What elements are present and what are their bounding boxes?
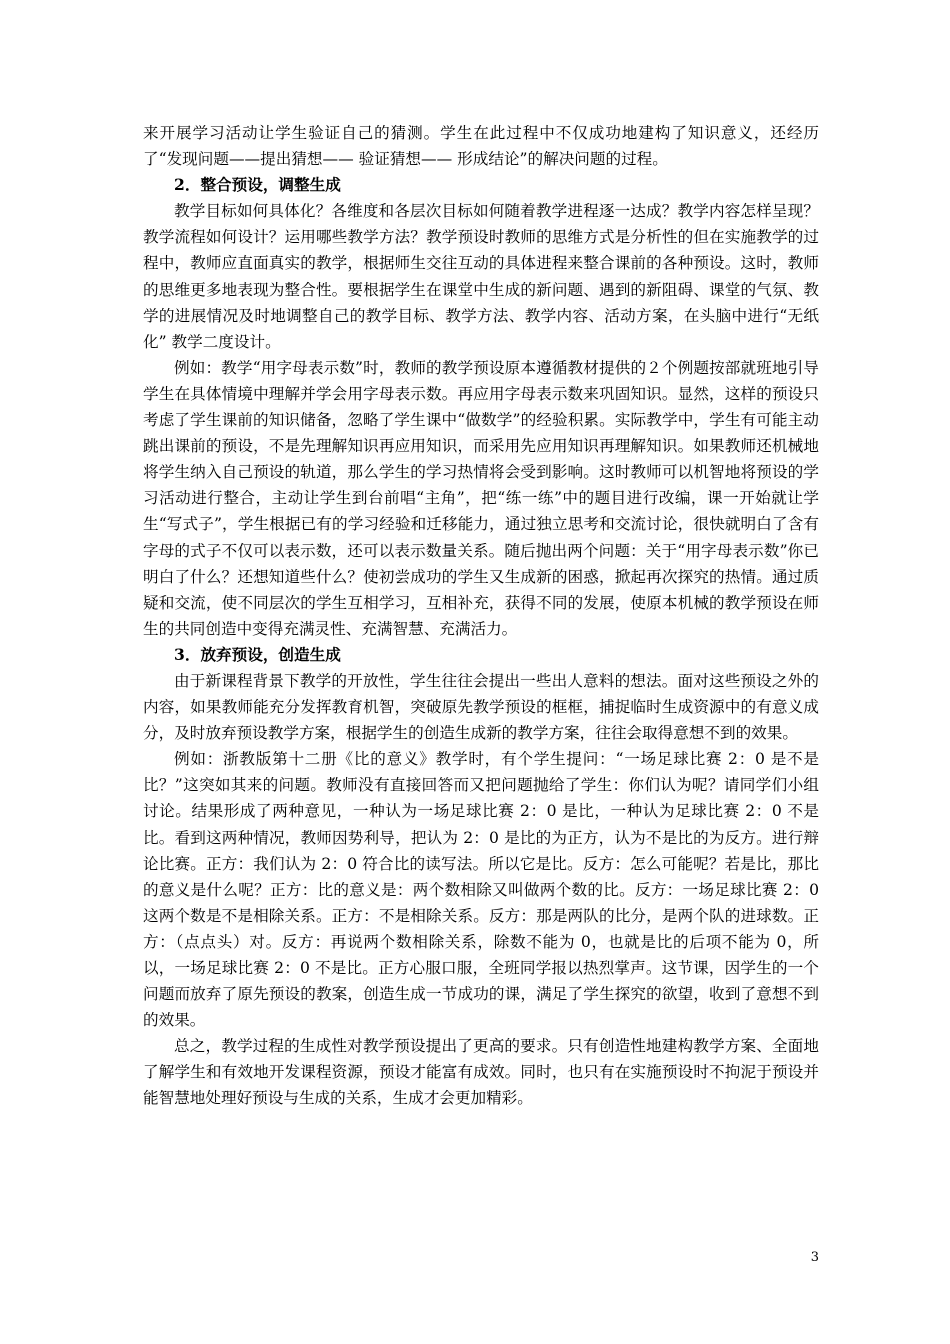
page-number: 3 [810, 1250, 819, 1265]
section-heading-2: 2．整合预设，调整生成 [174, 175, 341, 195]
paragraph-ratio-example: 例如：浙教版第十二册《比的意义》教学时，有个学生提问：“一场足球比赛 2：0 是不是比？”这突如其来的问题。教师没有直接回答而又把问题抛给了学生：你们认为呢？请同学们小组讨论。结果形成了两种意见，一种认为一场足球比赛 2：0 是比，一种认为足球比赛 2：0 不是比。看到这两种情况，教师因势利导，把认为 2：0 是比的为正方，认为不是比的为反方。进行辩论比赛。正方：我们认为 2：0 符合比的读写法。所以它是比。反方：怎么可能呢？若是比，那比的意义是什么呢？正方：比的意义是：两个数相除又叫做两个数的比。反方：一场足球比赛 2：0 这两个数是不是相除关系。正方：不是相除关系。反方：那是两队的比分，是两个队的进球数。正方：（点点头）对。反方：再说两个数相除关系，除数不能为 0，也就是比的后项不能为 0，所以，一场足球比赛 2：0 不是比。正方心服口服，全班同学报以热烈掌声。这节课，因学生的一个问题而放弃了原先预设的教案，创造生成一节成功的课，满足了学生探究的欲望，收到了意想不到的效果。 [143, 750, 819, 1030]
paragraph-conclusion: 总之，教学过程的生成性对教学预设提出了更高的要求。只有创造性地建构教学方案、全面地了解学生和有效地开发课程资源，预设才能富有成效。同时，也只有在实施预设时不拘泥于预设并能智慧地处理好预设与生成的关系，生成才会更加精彩。 [143, 1037, 819, 1108]
paragraph-abandon-intro: 由于新课程背景下教学的开放性，学生往往会提出一些出人意料的想法。面对这些预设之外的内容，如果教师能充分发挥教育机智，突破原先教学预设的框框，捕捉临时生成资源中的有意义成分，及时放弃预设教学方案，根据学生的创造生成新的教学方案，往往会取得意想不到的效果。 [143, 671, 819, 743]
section-heading-3: 3．放弃预设，创造生成 [174, 644, 341, 664]
paragraph-integration-intro: 教学目标如何具体化？各维度和各层次目标如何随着教学进程逐一达成？教学内容怎样呈现？教学流程如何设计？运用哪些教学方法？教学预设时教师的思维方式是分析性的但在实施教学的过程中，教师应直面真实的教学，根据师生交往互动的具体进程来整合课前的各种预设。这时，教师的思维更多地表现为整合性。要根据学生在课堂中生成的新问题、遇到的新阻碍、课堂的气氛、教学的进展情况及时地调整自己的教学目标、教学方法、教学内容、活动方案，在头脑中进行“无纸化” 教学二度设计。 [143, 202, 819, 351]
paragraph-continuation: 来开展学习活动让学生验证自己的猜测。学生在此过程中不仅成功地建构了知识意义，还经历了“发现问题——提出猜想—— 验证猜想—— 形成结论”的解决问题的过程。 [143, 124, 819, 169]
document-body [143, 120, 819, 1112]
paragraph-letter-example: 例如：教学“用字母表示数”时，教师的教学预设原本遵循教材提供的２个例题按部就班地引导学生在具体情境中理解并学会用字母表示数。再应用字母表示数来巩固知识。显然，这样的预设只考虑了学生课前的知识储备，忽略了学生课中“做数学”的经验积累。实际教学中，学生有可能主动跳出课前的预设，不是先理解知识再应用知识，而采用先应用知识再理解知识。如果教师还机械地将学生纳入自己预设的轨道，那么学生的学习热情将会受到影响。这时教师可以机智地将预设的学习活动进行整合，主动让学生到台前唱“主角”，把“练一练”中的题目进行改编，课一开始就让学生“写式子”，学生根据已有的学习经验和迁移能力，通过独立思考和交流讨论，很快就明白了含有字母的式子不仅可以表示数，还可以表示数量关系。随后抛出两个问题：关于“用字母表示数”你已明白了什么？还想知道些什么？使初尝成功的学生又生成新的困惑，掀起再次探究的热情。通过质疑和交流，使不同层次的学生互相学习，互相补充，获得不同的发展，使原本机械的教学预设在师生的共同创造中变得充满灵性、充满智慧、充满活力。 [143, 358, 819, 638]
